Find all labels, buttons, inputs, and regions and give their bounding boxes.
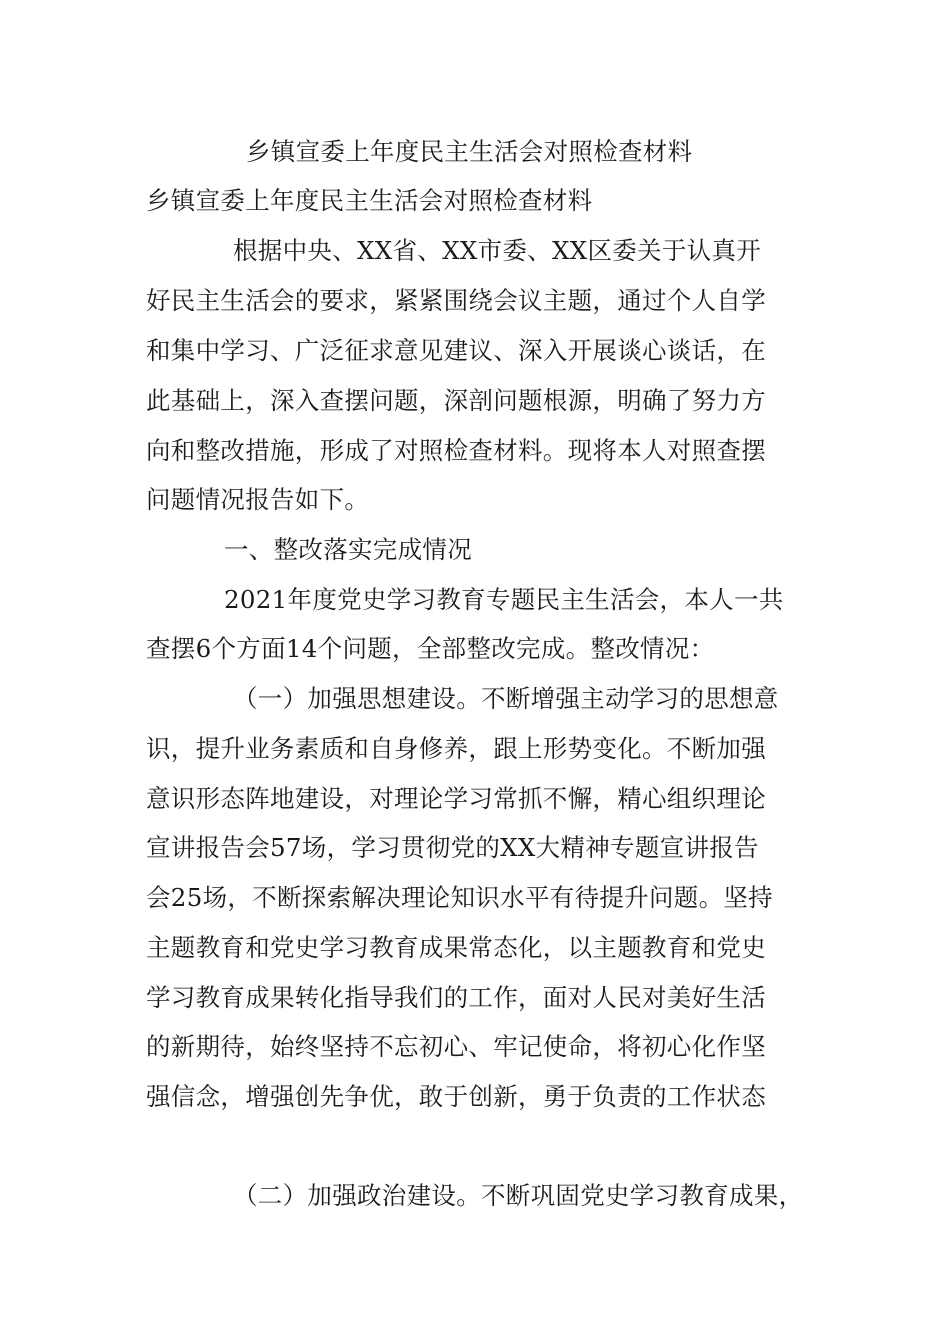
paragraph-line: 问题情况报告如下。: [146, 485, 370, 514]
document-subtitle: 乡镇宣委上年度民主生活会对照检查材料: [146, 186, 593, 215]
paragraph-line: （二）加强政治建设。不断巩固党史学习教育成果，: [233, 1181, 804, 1210]
paragraph-line: 查摆6个方面14个问题，全部整改完成。整改情况：: [146, 634, 715, 663]
paragraph-line: 向和整改措施，形成了对照检查材料。现将本人对照查摆: [146, 436, 766, 465]
paragraph-line: 会25场，不断探索解决理论知识水平有待提升问题。坚持: [146, 883, 773, 912]
paragraph-line: 根据中央、XX省、XX市委、XX区委关于认真开: [233, 236, 762, 265]
paragraph-line: （一）加强思想建设。不断增强主动学习的思想意: [233, 684, 779, 713]
paragraph-line: 主题教育和党史学习教育成果常态化，以主题教育和党史: [146, 933, 766, 962]
paragraph-line: 识，提升业务素质和自身修养，跟上形势变化。不断加强: [146, 734, 766, 763]
paragraph-line: 学习教育成果转化指导我们的工作，面对人民对美好生活: [146, 983, 766, 1012]
paragraph-line: 和集中学习、广泛征求意见建议、深入开展谈心谈话，在: [146, 336, 766, 365]
paragraph-line: 宣讲报告会57场，学习贯彻党的XX大精神专题宣讲报告: [146, 833, 759, 862]
paragraph-line: 强信念，增强创先争优，敢于创新，勇于负责的工作状态: [146, 1082, 766, 1111]
paragraph-line: 的新期待，始终坚持不忘初心、牢记使命，将初心化作坚: [146, 1032, 766, 1061]
document-title: 乡镇宣委上年度民主生活会对照检查材料: [246, 137, 693, 166]
paragraph-line: 好民主生活会的要求，紧紧围绕会议主题，通过个人自学: [146, 286, 766, 315]
paragraph-line: 意识形态阵地建设，对理论学习常抓不懈，精心组织理论: [146, 784, 766, 813]
paragraph-line: 2021年度党史学习教育专题民主生活会，本人一共: [224, 585, 784, 614]
section-heading: 一、整改落实完成情况: [224, 535, 472, 564]
paragraph-line: 此基础上，深入查摆问题，深剖问题根源，明确了努力方: [146, 386, 766, 415]
